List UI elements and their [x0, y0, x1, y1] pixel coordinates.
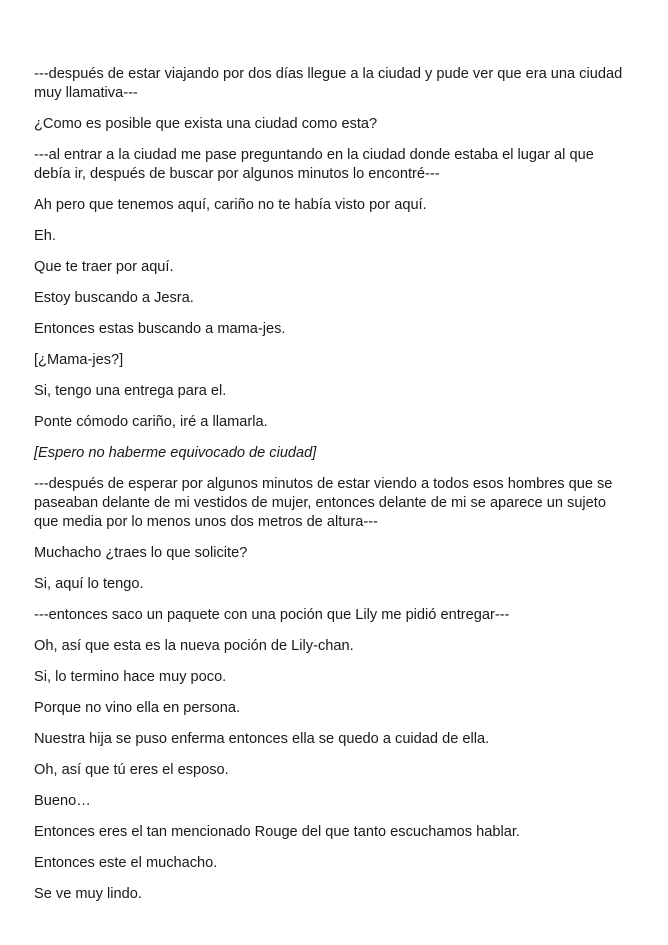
paragraph: Si, lo termino hace muy poco. [34, 669, 227, 685]
paragraph: Ah pero que tenemos aquí, cariño no te había visto por aquí. [34, 197, 427, 213]
paragraph: ---entonces saco un paquete con una poción que Lily me pidió entregar--- [34, 607, 510, 623]
paragraph: Nuestra hija se puso enferma entonces ella se quedo a cuidad de ella. [34, 731, 490, 747]
paragraph: ---al entrar a la ciudad me pase preguntando en la ciudad donde estaba el lugar al que debía ir, después de buscar por algunos minutos lo encontré--- [34, 147, 594, 182]
paragraph: Oh, así que esta es la nueva poción de Lily-chan. [34, 638, 354, 654]
paragraph: Eh. [34, 228, 56, 244]
paragraph: Entonces este el muchacho. [34, 855, 218, 871]
paragraph: Que te traer por aquí. [34, 259, 174, 275]
paragraph: ---después de estar viajando por dos días llegue a la ciudad y pude ver que era una ciudad muy llamativa--- [34, 66, 623, 101]
paragraph: Bueno… [34, 793, 91, 809]
paragraph: Muchacho ¿traes lo que solicite? [34, 545, 248, 561]
paragraph: Se ve muy lindo. [34, 886, 142, 902]
document-page [34, 65, 634, 916]
paragraph: Ponte cómodo cariño, iré a llamarla. [34, 414, 268, 430]
paragraph: Estoy buscando a Jesra. [34, 290, 194, 306]
paragraph: Si, tengo una entrega para el. [34, 383, 227, 399]
paragraph: ¿Como es posible que exista una ciudad como esta? [34, 116, 378, 132]
paragraph: ---después de esperar por algunos minutos de estar viendo a todos esos hombres que se paseaban delante de mi vestidos de mujer, entonces delante de mi se aparece un sujeto que media por lo menos unos dos metros de altura--- [34, 476, 613, 530]
paragraph: [¿Mama-jes?] [34, 352, 124, 368]
paragraph: Porque no vino ella en persona. [34, 700, 241, 716]
paragraph: Si, aquí lo tengo. [34, 576, 144, 592]
paragraph: Entonces estas buscando a mama-jes. [34, 321, 286, 337]
paragraph: Oh, así que tú eres el esposo. [34, 762, 229, 778]
paragraph-italic-thought: [Espero no haberme equivocado de ciudad] [34, 445, 317, 461]
paragraph: Entonces eres el tan mencionado Rouge del que tanto escuchamos hablar. [34, 824, 520, 840]
